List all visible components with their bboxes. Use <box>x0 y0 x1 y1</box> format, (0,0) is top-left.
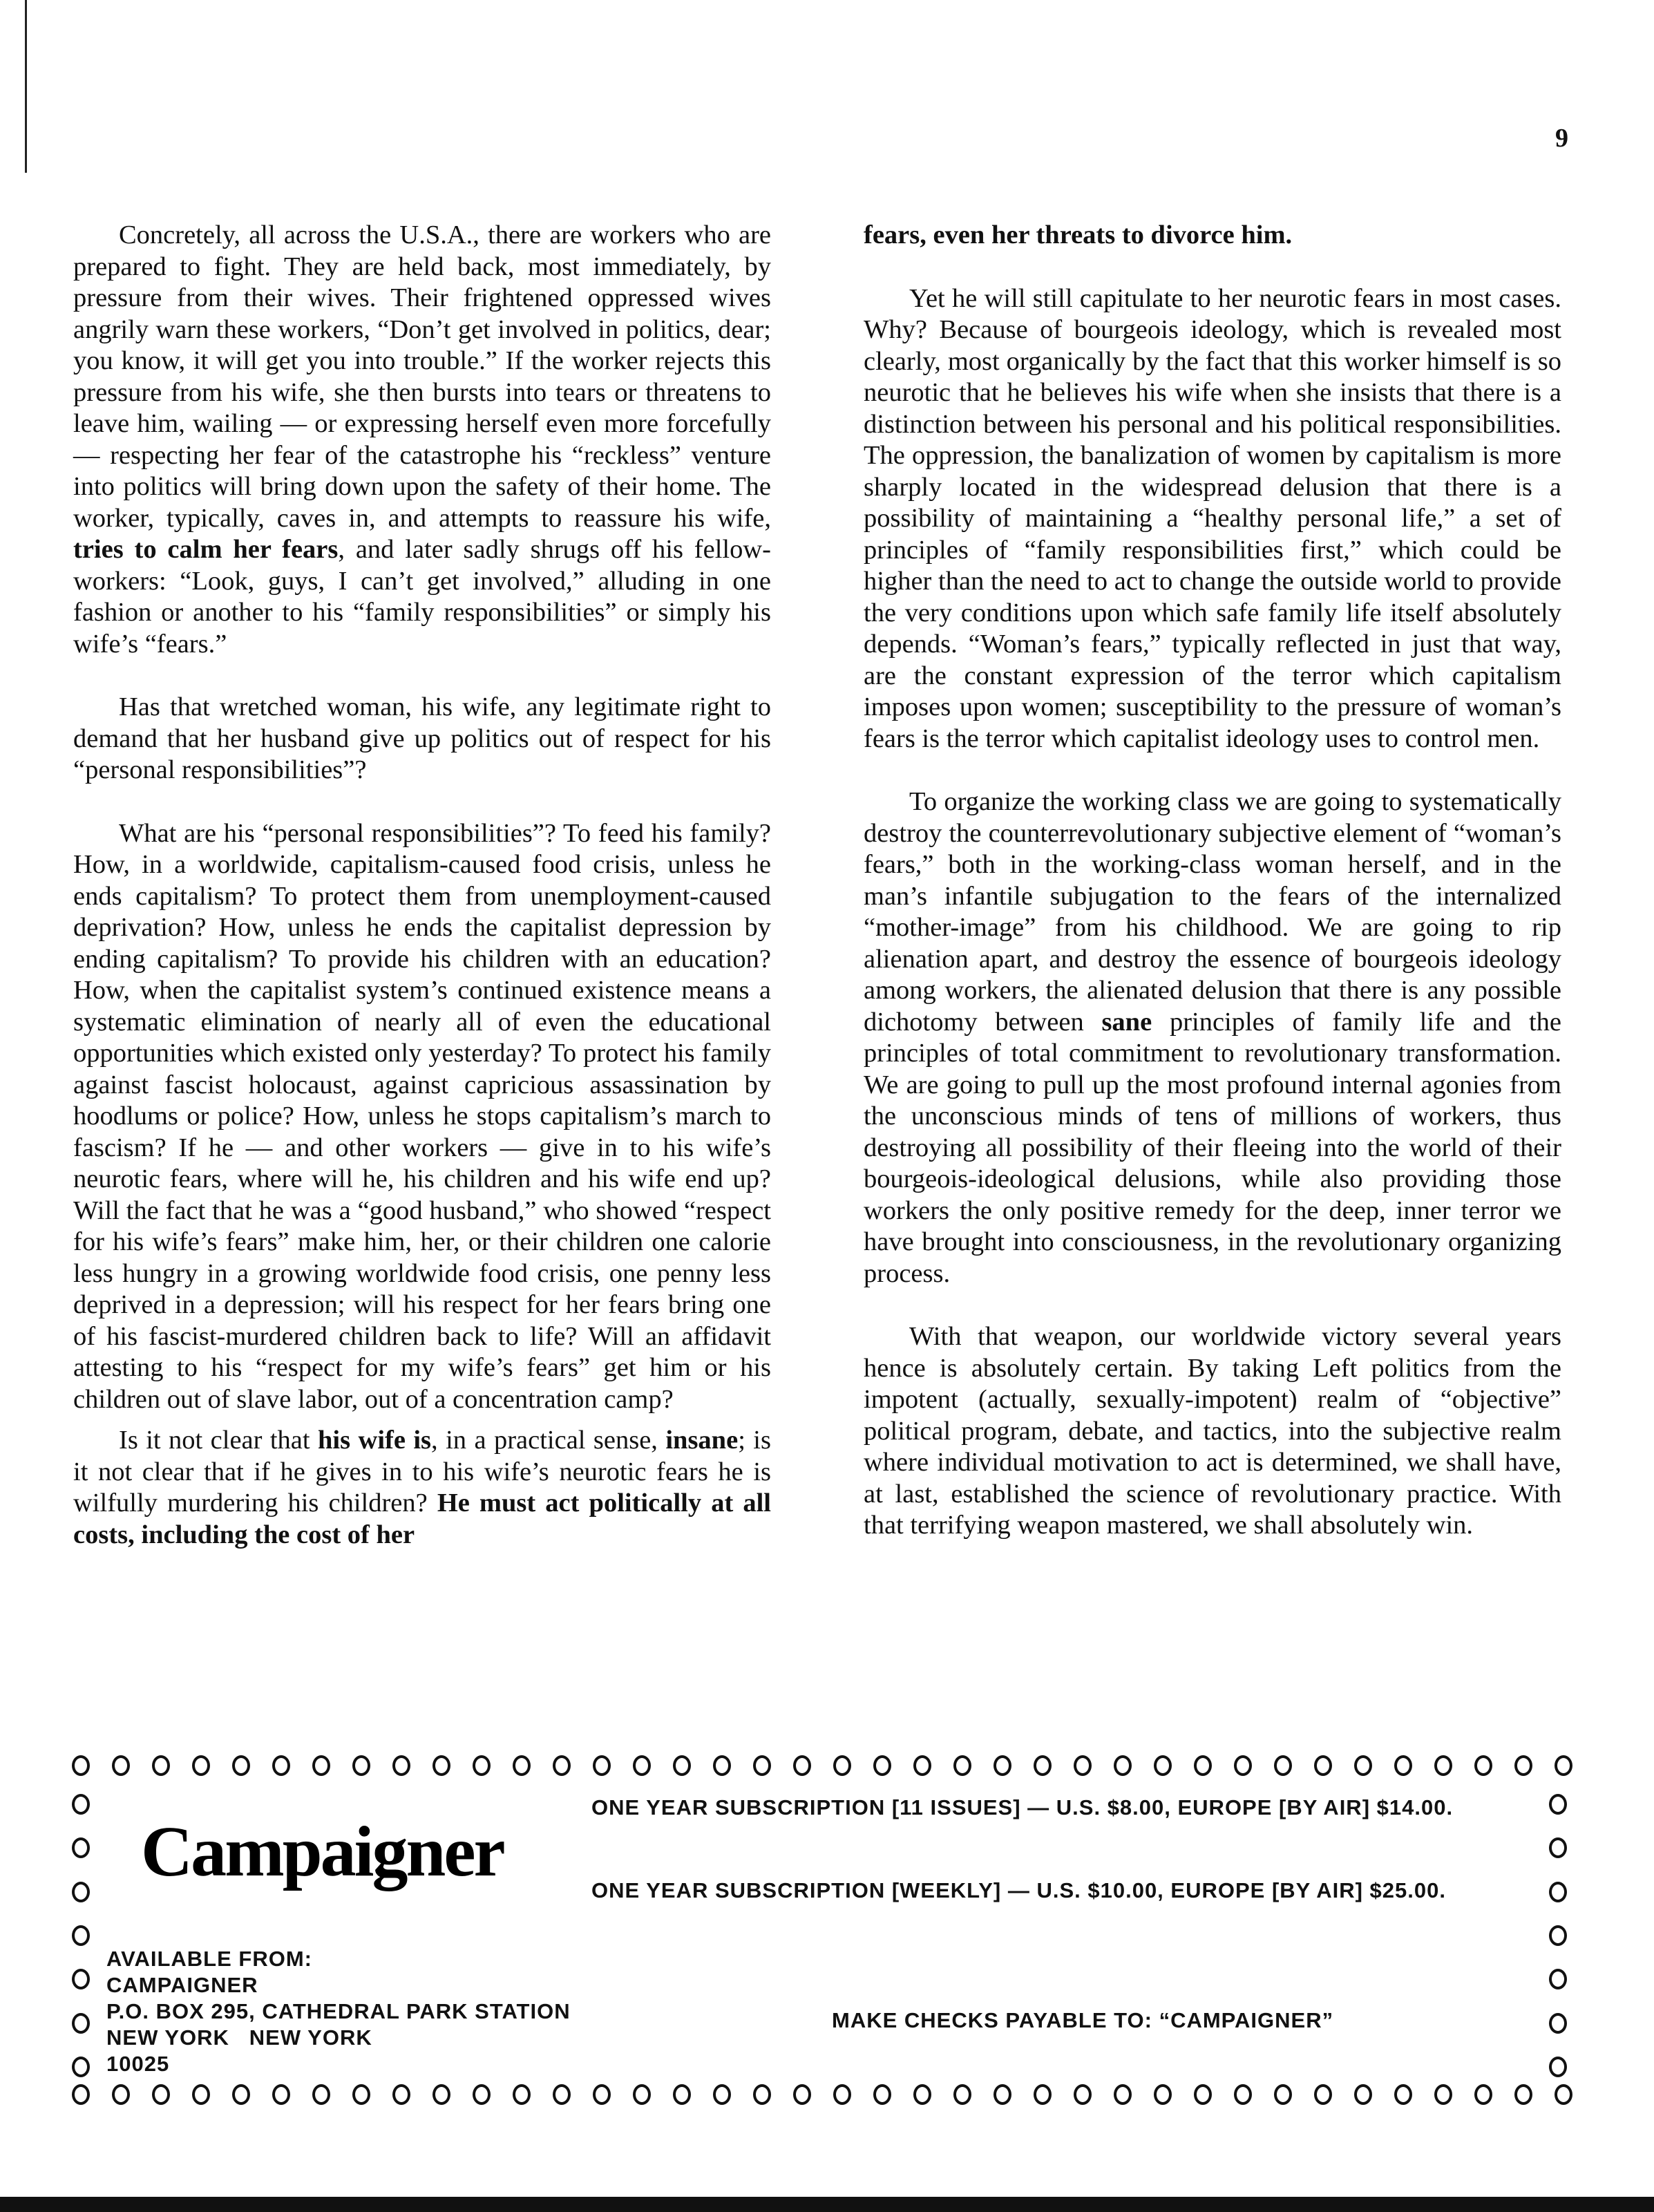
border-circle <box>1034 1755 1052 1776</box>
border-circle <box>1555 1755 1572 1776</box>
campaigner-logo: Campaigner <box>141 1812 504 1891</box>
paragraph <box>73 1425 771 1551</box>
border-circle <box>713 2084 731 2105</box>
border-circle <box>152 1755 170 1776</box>
border-circle <box>72 1794 90 1815</box>
border-circle <box>72 2057 90 2077</box>
text: To organize the working class we are going to systematically destroy the counterrevolutionary subjective element of “woman’s fears,” both in the working-class woman herself, and in the man’s infantile subjugation to the fears of the internalized “mother-image” from his childhood. We are going to rip alienation apart, and destroy the essence of bourgeois ideology among workers, the alienated delusion that there is any possible dichotomy between <box>864 787 1561 1037</box>
border-circle <box>152 2084 170 2105</box>
border-circle <box>1549 2013 1567 2034</box>
border-circle <box>513 2084 531 2105</box>
text: Concretely, all across the U.S.A., there are workers who are prepared to fight. They are held back, most immediately, by pressure from their wives. Their frightened oppressed wives angrily warn these workers, “Don’t get involved in politics, dear; you know, it will get you into trouble.” If the worker rejects this pressure from his wife, she then bursts into tears or threatens to leave him, wailing — or expressing herself even more forcefully — respecting her fear of the catastrophe his “reckless” venture into politics will bring down upon the safety of their home. The worker, typically, caves in, and attempts to reassure his wife, <box>73 220 771 533</box>
border-circle <box>1114 1755 1132 1776</box>
border-circle <box>953 2084 971 2105</box>
border-circle <box>1549 1794 1567 1815</box>
paragraph: With that weapon, our worldwide victory several years hence is absolutely certain. By taking Left politics from the impotent (actually, sexually-impotent) realm of “objective” political program, debate, and tactics, into the subjective realm where individual motivation to act is determined, we shall have, at last, established the science of revolutionary practice. With that terrifying weapon mastered, we shall absolutely win. <box>864 1322 1561 1540</box>
border-circle <box>192 2084 210 2105</box>
border-circle <box>833 1755 851 1776</box>
border-circle <box>673 2084 691 2105</box>
border-circle <box>593 1755 611 1776</box>
paragraph: Yet he will still capitulate to her neurotic fears in most cases. Why? Because of bourgeois ideology, which is revealed most clearly, most organically by the fact that this worker himself is so neurotic that he believes his wife when she insists that there is a distinction between his personal and his political responsibilities. The oppression, the banalization of women by capitalism is more sharply located in the widespread delusion that there is a possibility of maintaining a “healthy personal life,” a set of principles of “family responsibilities first,” which could be higher than the need to act to change the outside world to provide the very conditions upon which safe family life itself absolutely depends. “Woman’s fears,” typically reflected in just that way, are the constant expression of the terror which capitalism imposes upon women; susceptibility to the pressure of woman’s fears is the terror which capitalist ideology uses to control men. <box>864 283 1561 753</box>
left-column <box>73 220 771 1582</box>
checks-note: MAKE CHECKS PAYABLE TO: “CAMPAIGNER” <box>832 2008 1334 2032</box>
border-circle <box>352 1755 370 1776</box>
border-circle <box>392 1755 410 1776</box>
border-circle <box>593 2084 611 2105</box>
border-circle <box>232 2084 250 2105</box>
border-circle <box>112 1755 130 1776</box>
border-circle <box>432 1755 450 1776</box>
border-circle <box>753 1755 771 1776</box>
circle-border-top <box>72 1755 1572 1779</box>
border-circle <box>72 1882 90 1902</box>
border-circle <box>312 2084 330 2105</box>
text: , and later sadly shrugs off his fellow-workers: “Look, guys, I can’t get involved,” alluding in one fashion or another to his “family responsibilities” or simply his wife’s “fears.” <box>73 535 771 659</box>
border-circle <box>1274 1755 1292 1776</box>
border-circle <box>1555 2084 1572 2105</box>
border-circle <box>1114 2084 1132 2105</box>
paragraph <box>73 220 771 660</box>
border-circle <box>272 2084 290 2105</box>
bold-text: fears, even her threats to divorce him. <box>864 220 1293 249</box>
border-circle <box>1074 2084 1092 2105</box>
border-circle <box>553 2084 571 2105</box>
address-block <box>106 1946 571 2077</box>
border-circle <box>1034 2084 1052 2105</box>
border-circle <box>432 2084 450 2105</box>
address-line: AVAILABLE FROM: <box>106 1947 312 1971</box>
address-line: 10025 <box>106 2052 170 2076</box>
bold-text: He must act politically at all costs, including the cost of her <box>73 1488 772 1549</box>
border-circle <box>994 2084 1011 2105</box>
paragraph <box>864 220 1561 252</box>
border-circle <box>192 1755 210 1776</box>
text: ; is it not clear that if he gives in to his wife’s neurotic fears he is wilfully murdering his children? <box>73 1426 771 1518</box>
border-circle <box>1194 2084 1212 2105</box>
border-circle <box>72 1837 90 1858</box>
paragraph: Has that wretched woman, his wife, any legitimate right to demand that her husband give up politics out of respect for his “personal responsibilities”? <box>73 692 771 784</box>
address-line: CAMPAIGNER <box>106 1973 258 1997</box>
border-circle <box>1434 1755 1452 1776</box>
border-circle <box>1354 2084 1372 2105</box>
bold-text: tries to calm her fears <box>73 535 339 564</box>
border-circle <box>873 1755 891 1776</box>
bold-text: sane <box>1101 1007 1152 1037</box>
border-circle <box>913 1755 931 1776</box>
border-circle <box>1549 1882 1567 1902</box>
border-circle <box>1274 2084 1292 2105</box>
border-circle <box>994 1755 1011 1776</box>
border-circle <box>793 1755 811 1776</box>
border-circle <box>1549 1837 1567 1858</box>
address-line: NEW YORK NEW YORK <box>106 2025 372 2050</box>
border-circle <box>953 1755 971 1776</box>
border-circle <box>1234 2084 1252 2105</box>
paragraph: What are his “personal responsibilities”? To feed his family? How, in a worldwide, capitalism-caused food crisis, unless he ends capitalism? To protect them from unemployment-caused deprivation? How, unless he ends the capitalist depression by ending capitalism? To provide his children with an education? How, when the capitalist system’s continued existence means a systematic elimination of nearly all of even the educational opportunities which existed only yesterday? To protect his family against fascist holocaust, against capricious assassination by hoodlums or police? How, unless he stops capitalism’s march to fascism? If he — and other workers — give in to his wife’s neurotic fears, where will he, his children and his wife end up? Will the fact that he was a “good husband,” who showed “respect for his wife’s fears” make him, her, or their children one calorie less hungry in a growing worldwide food crisis, one penny less deprived in a depression; will his respect for her fears bring one of his fascist-murdered children back to life? Will an affidavit attesting to his “respect for my wife’s fears” get him or his children out of slave labor, out of a concentration camp? <box>73 818 771 1414</box>
border-circle <box>1549 1969 1567 1989</box>
border-circle <box>72 2013 90 2034</box>
subscription-ad <box>72 1755 1572 2115</box>
border-circle <box>1074 1755 1092 1776</box>
border-circle <box>232 1755 250 1776</box>
border-circle <box>873 2084 891 2105</box>
border-circle <box>1194 1755 1212 1776</box>
border-circle <box>1474 1755 1492 1776</box>
page-edge-line <box>25 0 27 173</box>
border-circle <box>513 1755 531 1776</box>
right-column <box>864 220 1561 1573</box>
border-circle <box>793 2084 811 2105</box>
border-circle <box>473 1755 491 1776</box>
border-circle <box>72 2084 90 2105</box>
text: Is it not clear that <box>119 1426 310 1455</box>
border-circle <box>673 1755 691 1776</box>
circle-border-left <box>72 1794 95 2077</box>
text: , in a practical sense, <box>431 1426 658 1455</box>
border-circle <box>1514 1755 1532 1776</box>
bold-text: his wife is <box>318 1426 432 1455</box>
border-circle <box>713 1755 731 1776</box>
border-circle <box>352 2084 370 2105</box>
border-circle <box>1514 2084 1532 2105</box>
border-circle <box>633 2084 651 2105</box>
border-circle <box>553 1755 571 1776</box>
border-circle <box>913 2084 931 2105</box>
border-circle <box>633 1755 651 1776</box>
bold-text: insane <box>665 1426 739 1455</box>
border-circle <box>1549 1925 1567 1946</box>
border-circle <box>1314 1755 1332 1776</box>
circle-border-right <box>1549 1794 1572 2077</box>
border-circle <box>72 1969 90 1989</box>
text: principles of family life and the principles of total commitment to revolutionary transformation. We are going to pull up the most profound internal agonies from the unconscious minds of tens of millions of workers, thus destroying all possibility of their fleeing into the world of their bourgeois-ideological delusions, while also providing those workers the only positive remedy for the deep, inner terror we have brought into consciousness, in the revolutionary organizing process. <box>864 1007 1561 1288</box>
border-circle <box>1474 2084 1492 2105</box>
border-circle <box>112 2084 130 2105</box>
border-circle <box>1549 2057 1567 2077</box>
page-bottom-edge <box>0 2197 1654 2212</box>
border-circle <box>1234 1755 1252 1776</box>
paragraph <box>864 786 1561 1289</box>
address-line: P.O. BOX 295, CATHEDRAL PARK STATION <box>106 1999 571 2023</box>
border-circle <box>1154 2084 1172 2105</box>
border-circle <box>1394 1755 1412 1776</box>
border-circle <box>72 1925 90 1946</box>
border-circle <box>392 2084 410 2105</box>
border-circle <box>1434 2084 1452 2105</box>
border-circle <box>1314 2084 1332 2105</box>
border-circle <box>753 2084 771 2105</box>
border-circle <box>833 2084 851 2105</box>
border-circle <box>1394 2084 1412 2105</box>
border-circle <box>473 2084 491 2105</box>
border-circle <box>72 1755 90 1776</box>
circle-border-bottom <box>72 2084 1572 2108</box>
border-circle <box>312 1755 330 1776</box>
border-circle <box>272 1755 290 1776</box>
subscription-line-1: ONE YEAR SUBSCRIPTION [11 ISSUES] — U.S. $8.00, EUROPE [BY AIR] $14.00. <box>591 1795 1454 1819</box>
border-circle <box>1354 1755 1372 1776</box>
subscription-line-2: ONE YEAR SUBSCRIPTION [WEEKLY] — U.S. $10.00, EUROPE [BY AIR] $25.00. <box>591 1878 1446 1902</box>
page-number: 9 <box>1555 124 1568 153</box>
border-circle <box>1154 1755 1172 1776</box>
